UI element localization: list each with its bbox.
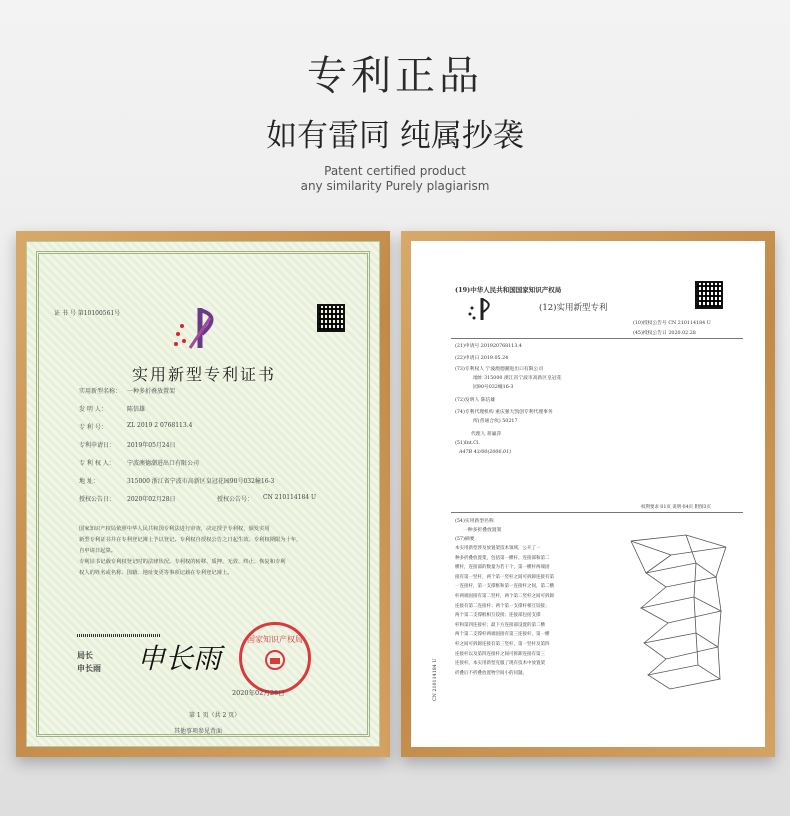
director-title: 局长 bbox=[77, 650, 93, 660]
abstract-line: 连接杆。本实用新型克服了现有技术中放置架 bbox=[455, 661, 545, 667]
abstract-line: 两个第二支撑框相互铰接；连接部包括支撑 bbox=[455, 613, 541, 619]
english-caption bbox=[0, 164, 790, 194]
pub-field-row: (74)专利代理机构 重庆强大凯创专利代理事务 bbox=[455, 410, 553, 415]
pub-field-row: 所(普通合伙) 50217 bbox=[473, 419, 518, 424]
english-caption-line1: Patent certified product bbox=[324, 164, 466, 178]
certificate-mat bbox=[26, 241, 380, 747]
publication-mat bbox=[411, 241, 765, 747]
director-signature: 申长雨 bbox=[137, 642, 222, 675]
pub-field-row: (22)申请日 2019.05.24 bbox=[455, 356, 509, 361]
cert-field-label: 发 明 人： bbox=[79, 406, 107, 413]
pub-field-10: (10)授权公告号 CN 210114184 U bbox=[633, 321, 711, 326]
cert-field-label: 专利申请日： bbox=[79, 442, 116, 449]
footer-note: 其他事项参见背面 bbox=[174, 728, 223, 735]
cert-field-label: 实用新型名称： bbox=[79, 388, 122, 395]
cert-field-value: 陈信雄 bbox=[127, 406, 146, 413]
cert-field-label: 地 址： bbox=[79, 478, 99, 485]
cert-field-label: 专 利 号： bbox=[79, 424, 107, 431]
seal-text: 国家知识产权局 bbox=[247, 635, 303, 644]
folding-rack-drawing bbox=[626, 533, 736, 693]
cert-field-label: 授权公告日： bbox=[79, 496, 116, 503]
cnipa-logo-icon bbox=[172, 304, 232, 352]
cert-field-value: 一种多折叠放置架 bbox=[127, 388, 176, 395]
abstract-line: 连接杆以及第四连接杆之间可拆卸连接有第三 bbox=[455, 651, 545, 657]
cert-body-line: 新型专利证书并在专利登记簿上予以登记。专利权自授权公告之日起生效。专利权期限为十年， bbox=[79, 537, 302, 543]
cert-field-value: 2020年02月28日 bbox=[127, 496, 176, 503]
pub-field-54: (54)实用新型名称 bbox=[455, 519, 494, 524]
cert-number: 证 书 号 第10100561号 bbox=[54, 310, 121, 317]
pub-field-row: (21)申请号 201920768113.4 bbox=[455, 344, 522, 349]
page-subtitle: 如有雷同 纯属抄袭 bbox=[266, 118, 524, 154]
claims-note: 权利要求书1页 说明书4页 附图3页 bbox=[641, 505, 711, 510]
side-publication-code: CN 210114184 U bbox=[433, 658, 438, 701]
divider-middle bbox=[451, 512, 743, 513]
pub-field-row: (51)Int.Cl. bbox=[455, 441, 481, 446]
qr-code-icon bbox=[695, 281, 723, 309]
abstract-line: 杆之间可拆卸连接有第三竖杆，第一竖杆及第四 bbox=[455, 642, 550, 647]
pub-field-row: 代理人 蒋赢萍 bbox=[471, 432, 502, 437]
abstract-line: 横杆，连接部的数量为若干个，第一横杆两端固 bbox=[455, 565, 550, 571]
certificate-title: 实用新型专利证书 bbox=[131, 365, 276, 384]
abstract-line: 折叠后不折叠放置物空间小的问题。 bbox=[455, 670, 527, 676]
cert-body-line: 国家知识产权局依照中华人民共和国专利法进行审查，决定授予专利权，颁发实用 bbox=[79, 526, 270, 532]
abstract-line: 接有第一竖杆，两个第一竖杆之间可拆卸连接有第 bbox=[455, 574, 554, 580]
abstract-line: 两个第二支撑杆两端固接有第三连接杆，第一横 bbox=[455, 632, 550, 638]
cert-body-line: 自申请日起算。 bbox=[79, 548, 117, 554]
pub-field-row: A47B 43/00(2006.01) bbox=[459, 450, 512, 455]
pub-field-45: (45)授权公告日 2020.02.28 bbox=[633, 331, 696, 336]
pub-field-row: (73)专利权人 宁波澳德潮进出口有限公司 bbox=[455, 367, 544, 372]
cert-body-line: 专利证书记载专利权登记时的法律状况。专利权的转移、质押、无效、终止、恢复和专利 bbox=[79, 559, 286, 565]
cert-field-value: ZL 2019 2 0768113.4 bbox=[127, 422, 193, 429]
english-caption-line2: any similarity Purely plagiarism bbox=[300, 179, 490, 193]
abstract-line: 杆两端固接有第二竖杆，两个第二竖杆之间可拆卸 bbox=[455, 594, 554, 599]
certificate-frame bbox=[16, 231, 390, 757]
qr-code-icon bbox=[317, 304, 345, 332]
seal-date: 2020年02月28日 bbox=[232, 689, 285, 697]
cert-field-value: 2019年05月24日 bbox=[127, 442, 176, 449]
cert-body-line: 权人的姓名或名称、国籍、地址变更等事项记载在专利登记簿上。 bbox=[79, 570, 233, 576]
abstract-line: 种多折叠放置架，包括第一横杆、连接部和第二 bbox=[455, 555, 550, 561]
publication-frame bbox=[401, 231, 775, 757]
abstract-line: 本实用新型涉及放置架技术领域，公开了一 bbox=[455, 546, 541, 551]
pub-field-19: (19)中华人民共和国国家知识产权局 bbox=[455, 286, 562, 294]
pub-field-12: (12)实用新型专利 bbox=[539, 303, 608, 313]
director-name: 申长雨 bbox=[77, 663, 101, 673]
divider-top bbox=[451, 338, 743, 339]
abstract-line: 杆和第四连接杆；最下方连接部设置的第二横 bbox=[455, 622, 545, 628]
abstract-line: 一连接杆，第一支撑框和第一连接杆之间，第二横 bbox=[455, 584, 554, 590]
abstract-line: 连接有第二连接杆；两个第一支撑杆相互铰接； bbox=[455, 603, 550, 609]
cnipa-logo-icon bbox=[467, 296, 497, 322]
cert-field-label: 专 利 权 人： bbox=[79, 460, 115, 467]
cert-field-value: CN 210114184 U bbox=[263, 494, 317, 501]
page-title: 专利正品 bbox=[307, 53, 483, 99]
official-seal bbox=[239, 622, 311, 694]
pub-field-row: (72)发明人 陈信雄 bbox=[455, 398, 496, 403]
national-emblem-icon bbox=[263, 649, 287, 671]
cert-field-value: 315000 浙江省宁波市高新区皇冠花园90号032幢16-3 bbox=[127, 478, 275, 485]
utility-model-name: 一种多折叠放置架 bbox=[463, 528, 502, 533]
cert-field-label: 授权公告号： bbox=[217, 496, 254, 503]
page-number: 第 1 页（共 2 页） bbox=[189, 712, 241, 719]
pub-field-57: (57)摘要 bbox=[455, 537, 475, 542]
certificate-paper bbox=[26, 241, 380, 747]
cert-field-value: 宁波澳德潮进出口有限公司 bbox=[127, 460, 200, 467]
publication-paper bbox=[411, 241, 765, 747]
pub-field-row: 园90号032幢16-3 bbox=[473, 385, 514, 390]
pub-field-row: 地址 315000 浙江省宁波市高新区皇冠花 bbox=[473, 376, 562, 381]
